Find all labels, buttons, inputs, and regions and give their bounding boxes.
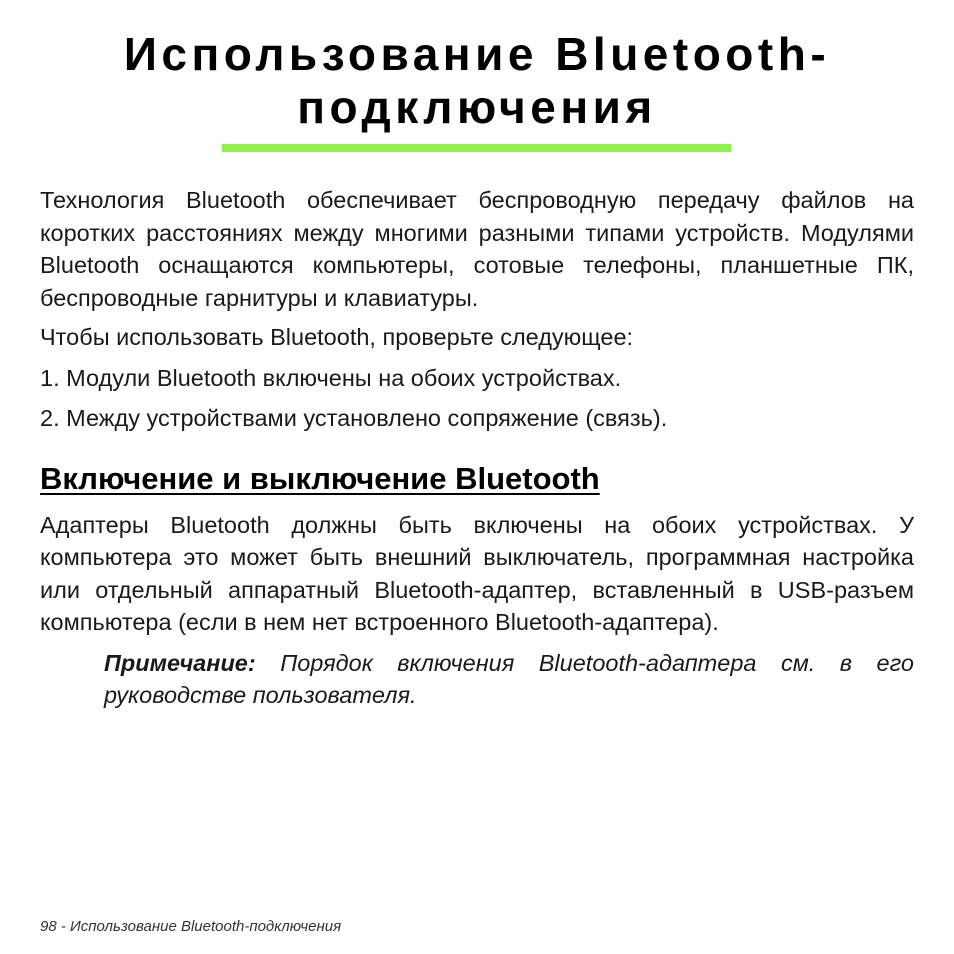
checklist-item-1: 1. Модули Bluetooth включены на обоих устройствах. [40, 364, 622, 391]
page-title: Использование Bluetooth-подключения [123, 28, 831, 133]
section-body: Адаптеры Bluetooth должны быть включены на обоих устройствах. У компьютера это может быть внешний выключатель, программная настройка или отдельный аппаратный Bluetooth-адаптер, вставленный в USB-разъем компьютера (если в нем нет встроенного Bluetooth-адаптера). [40, 511, 914, 635]
title-underline-bar [222, 144, 731, 152]
section-heading: Включение и выключение Bluetooth [40, 460, 600, 496]
checklist-intro: Чтобы использовать Bluetooth, проверьте следующее: [40, 324, 634, 350]
note [104, 647, 914, 712]
note-text: Порядок включения Bluetooth-адаптера см. в его руководстве пользователя. [104, 649, 915, 708]
intro-paragraph: Технология Bluetooth обеспечивает беспроводную передачу файлов на коротких расстояниях между многими разными типами устройств. Модулями Bluetooth оснащаются компьютеры, сотовые телефоны, планшетные ПК, беспроводные гарнитуры и клавиатуры. [40, 187, 914, 311]
page-footer: 98 - Использование Bluetooth-подключения [40, 918, 342, 935]
note-label: Примечание: [104, 649, 256, 676]
page-content [40, 184, 914, 712]
checklist-item-2: 2. Между устройствами установлено сопряжение (связь). [40, 405, 668, 431]
